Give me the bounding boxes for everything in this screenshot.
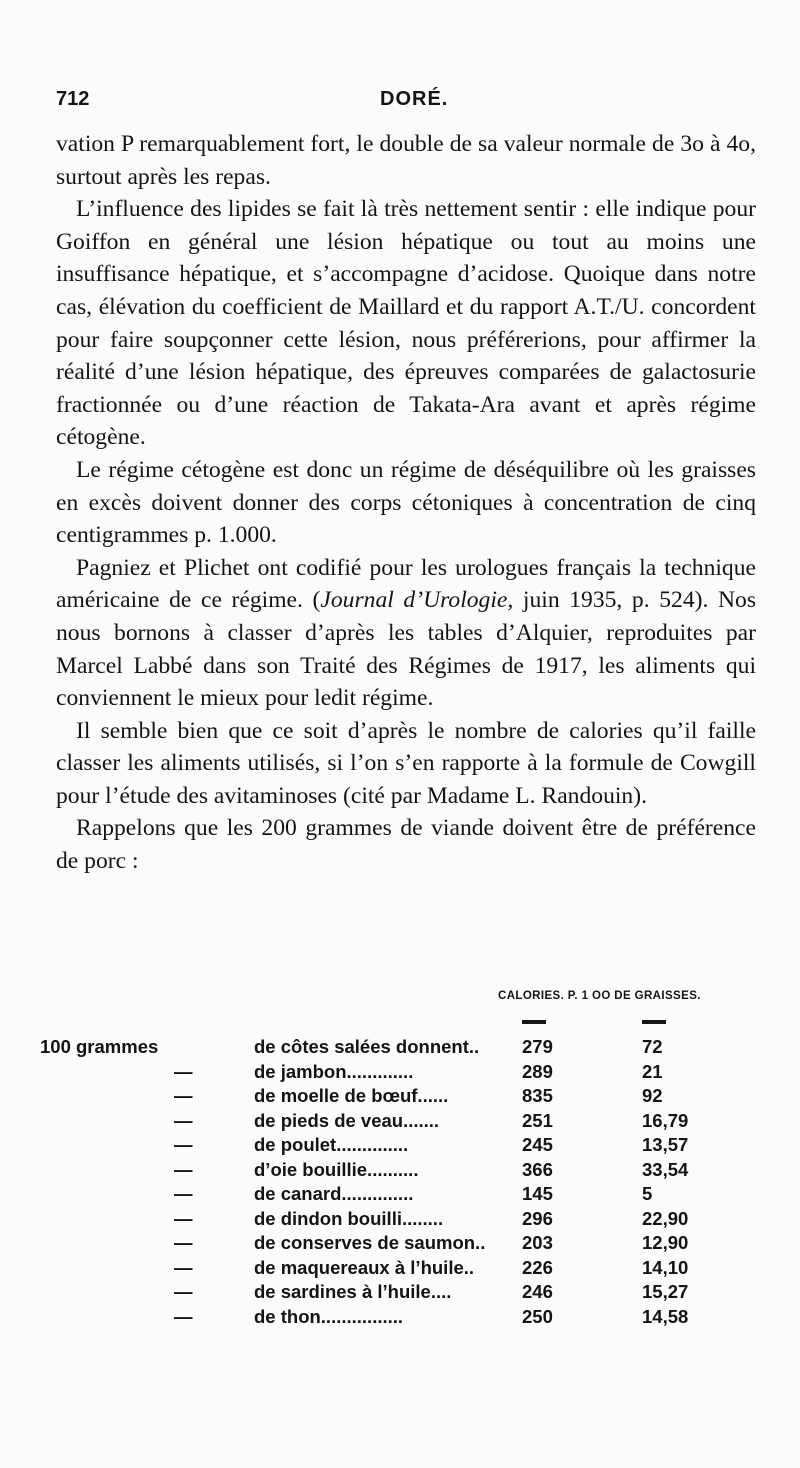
running-head: DORÉ. <box>380 88 449 110</box>
table-row <box>40 1232 760 1257</box>
table-row <box>40 1159 760 1184</box>
paragraph-5: Il semble bien que ce soit d’après le nombre de calories qu’il faille classer les aliments utilisés, si l’on s’en rapporte à la formule de Cowgill pour l’étude des avitaminoses (cité par Madame L. Randouin). <box>56 717 756 809</box>
food-name: de maquereaux à l’huile.. <box>254 1256 475 1278</box>
fat-value: 14,10 <box>642 1256 689 1278</box>
table-row <box>40 1208 760 1233</box>
row-ditto-dash: — <box>174 1232 193 1253</box>
calories-value: 203 <box>522 1232 553 1253</box>
paragraph-4-end: juin 1935, p. 524). Nos nous bornons à classer d’après les tables d’Alquier, reproduites par Marcel Labbé dans son Traité des Régimes de 1917, les aliments qui conviennent le mieux pour ledit régime. <box>56 587 757 712</box>
fat-value: 5 <box>642 1183 653 1204</box>
calories-value: 366 <box>522 1158 553 1180</box>
table-row <box>40 1134 760 1159</box>
paragraph-1: vation P remarquablement fort, le double de sa valeur normale de 3o à 4o, surtout après les repas. <box>56 131 756 190</box>
food-name: de côtes salées donnent.. <box>254 1036 480 1057</box>
row-ditto-dash: — <box>174 1256 193 1278</box>
row-ditto-dash: — <box>174 1281 193 1302</box>
paragraph-3: Le régime cétogène est donc un régime de déséquilibre où les graisses en excès doivent donner des corps cétoniques à concentration de cinq centigrammes p. 1.000. <box>56 456 756 549</box>
fat-column-rule <box>642 1020 666 1024</box>
calories-value: 835 <box>522 1085 553 1106</box>
calories-value: 279 <box>522 1036 553 1057</box>
food-name: de sardines à l’huile.... <box>254 1281 452 1302</box>
row-ditto-dash: — <box>174 1305 193 1327</box>
table-row <box>40 1036 760 1061</box>
paragraph-4 <box>56 552 756 715</box>
row-ditto-dash: — <box>174 1183 193 1204</box>
paragraph-6: Rappelons que les 200 grammes de viande doivent être de préférence de porc : <box>56 815 756 875</box>
calories-column-rule <box>522 1020 546 1024</box>
fat-value: 21 <box>642 1060 663 1082</box>
table-row <box>40 1183 760 1208</box>
table-row <box>40 1257 760 1282</box>
row-ditto-dash: — <box>174 1134 193 1155</box>
row-quantity: 100 grammes <box>40 1036 159 1057</box>
food-name: de poulet.............. <box>254 1134 409 1155</box>
fat-value: 22,90 <box>642 1207 689 1229</box>
calories-value: 250 <box>522 1305 553 1327</box>
food-name: d’oie bouillie.......... <box>254 1158 419 1180</box>
food-table <box>40 1036 760 1330</box>
row-ditto-dash: — <box>174 1109 193 1131</box>
row-ditto-dash: — <box>174 1207 193 1229</box>
page-header <box>56 88 756 128</box>
food-name: de jambon............. <box>254 1060 414 1082</box>
food-name: de pieds de veau....... <box>254 1109 440 1131</box>
food-name: de canard.............. <box>254 1183 414 1204</box>
food-name: de moelle de bœuf...... <box>254 1085 449 1106</box>
table-row <box>40 1061 760 1086</box>
fat-value: 12,90 <box>642 1232 689 1253</box>
calories-value: 145 <box>522 1183 553 1204</box>
page-number: 712 <box>56 88 90 110</box>
fat-value: 72 <box>642 1036 663 1057</box>
body-text <box>56 128 756 878</box>
fat-value: 14,58 <box>642 1305 689 1327</box>
table-column-header: CALORIES. P. 1 OO DE GRAISSES. <box>498 990 701 1002</box>
row-ditto-dash: — <box>174 1060 193 1082</box>
table-row <box>40 1306 760 1331</box>
food-name: de conserves de saumon.. <box>254 1232 486 1253</box>
table-row <box>40 1085 760 1110</box>
calories-value: 245 <box>522 1134 553 1155</box>
fat-value: 15,27 <box>642 1281 689 1302</box>
calories-value: 246 <box>522 1281 553 1302</box>
paragraph-2: L’influence des lipides se fait là très nettement sentir : elle indique pour Goiffon en général une lésion hépatique ou tout au moins une insuffisance hépatique, et s’accompagne d’acidose. Quoique dans notre cas, élévation du coefficient de Maillard et du rapport A.T./U. concordent pour faire soupçonner cette lésion, nous préférerions, pour affirmer la réalité d’une lésion hépatique, des épreuves comparées de galactosurie fractionnée ou d’une réaction de Takata-Ara avant et après régime cétogène. <box>56 196 756 451</box>
fat-value: 13,57 <box>642 1134 689 1155</box>
calories-value: 296 <box>522 1207 553 1229</box>
food-name: de dindon bouilli........ <box>254 1207 444 1229</box>
fat-value: 92 <box>642 1085 663 1106</box>
journal-title: Journal d’Urologie, <box>320 587 514 614</box>
row-ditto-dash: — <box>174 1158 193 1180</box>
food-name: de thon................ <box>254 1305 404 1327</box>
calories-value: 226 <box>522 1256 553 1278</box>
calories-value: 289 <box>522 1060 553 1082</box>
calories-value: 251 <box>522 1109 553 1131</box>
table-row <box>40 1110 760 1135</box>
row-ditto-dash: — <box>174 1085 193 1106</box>
paragraph-4-start: Pagniez et Plichet ont codifié pour les urologues français la technique américaine de ce régime. ( <box>56 554 756 614</box>
fat-value: 33,54 <box>642 1158 689 1180</box>
table-row <box>40 1281 760 1306</box>
fat-value: 16,79 <box>642 1109 689 1131</box>
